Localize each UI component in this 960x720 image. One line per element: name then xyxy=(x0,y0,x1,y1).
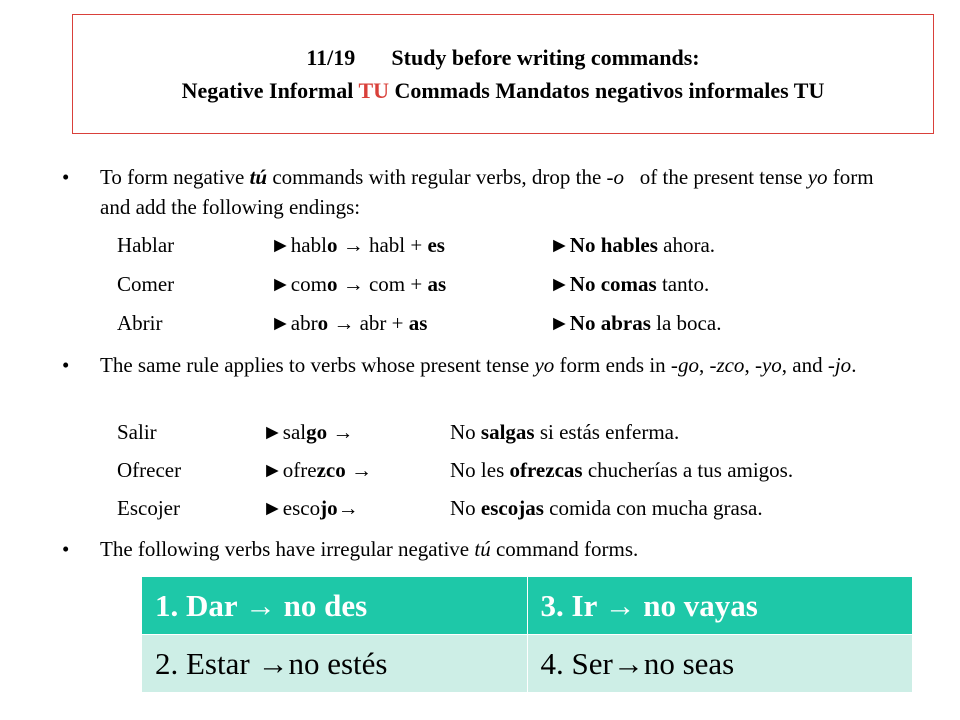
bullet-regular-rule xyxy=(62,162,892,222)
verb-example: No escojas comida con mucha grasa. xyxy=(450,496,763,520)
title-text-1: Study before writing commands: xyxy=(391,45,700,70)
bullet-dot: • xyxy=(62,353,70,377)
bullet-dot: • xyxy=(62,165,70,189)
irregular-commands-table xyxy=(141,576,913,693)
verb-conjugation: ►abro → abr + as xyxy=(270,311,428,335)
verb-conjugation: ►salgo → xyxy=(262,420,354,444)
verb-example: ►No comas tanto. xyxy=(549,272,710,296)
title-line-1 xyxy=(306,41,699,74)
verb-infinitive: Hablar xyxy=(117,233,175,257)
title-tu-accent: TU xyxy=(358,78,390,103)
bullet-irregular-forms xyxy=(62,534,892,564)
verb-conjugation: ►escojo→ xyxy=(262,496,359,520)
bullet-text: The following verbs have irregular negative tú command forms. xyxy=(100,537,639,561)
table-row xyxy=(142,577,913,635)
verb-conjugation: ►como → com + as xyxy=(270,272,447,296)
title-line-2 xyxy=(182,74,825,107)
table-cell-dar: 1. Dar → no des xyxy=(142,577,528,635)
verb-infinitive: Abrir xyxy=(117,311,163,335)
table-cell-estar: 2. Estar →no estés xyxy=(142,635,528,693)
title-date: 11/19 xyxy=(306,45,356,70)
verb-infinitive: Salir xyxy=(117,420,157,444)
verb-example: No salgas si estás enferma. xyxy=(450,420,680,444)
bullet-dot: • xyxy=(62,537,70,561)
verb-conjugation: ►hablo → habl + es xyxy=(270,233,445,257)
verb-example: ►No hables ahora. xyxy=(549,233,716,257)
verb-infinitive: Comer xyxy=(117,272,175,296)
verb-infinitive: Escojer xyxy=(117,496,180,520)
table-row xyxy=(142,635,913,693)
slide-title-box xyxy=(72,14,934,134)
verb-infinitive: Ofrecer xyxy=(117,458,182,482)
bullet-text: The same rule applies to verbs whose present tense yo form ends in -go, -zco, -yo, and -jo. xyxy=(100,353,857,377)
verb-example: No les ofrezcas chucherías a tus amigos. xyxy=(450,458,794,482)
verb-conjugation: ►ofrezco → xyxy=(262,458,372,482)
table-cell-ser: 4. Ser→no seas xyxy=(527,635,913,693)
title-text-2b: Commads Mandatos negativos informales TU xyxy=(389,78,825,103)
table-cell-ir: 3. Ir → no vayas xyxy=(527,577,913,635)
bullet-text: To form negative tú commands with regular verbs, drop the -o of the present tense yo form and add the following endings: xyxy=(100,165,874,219)
bullet-same-rule xyxy=(62,350,892,380)
verb-example: ►No abras la boca. xyxy=(549,311,722,335)
title-text-2a: Negative Informal xyxy=(181,78,359,103)
